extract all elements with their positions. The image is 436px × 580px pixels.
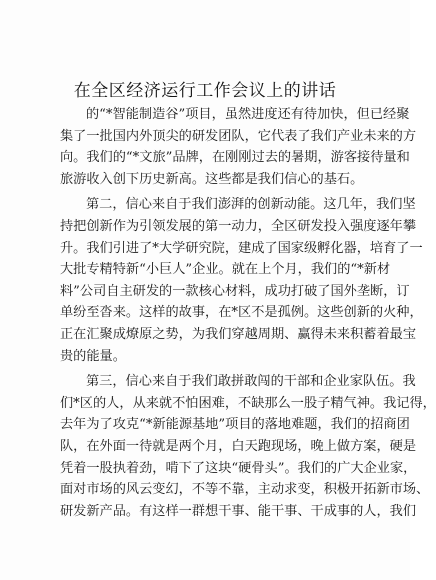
text-line: 大批专精特新“小巨人”企业。就在上个月，我们的“*新材 (60, 262, 391, 278)
text-line: 持把创新作为引领发展的第一动力，全区研发投入强度逐年攀 (60, 218, 417, 234)
text-line: 第二，信心来自于我们澎湃的创新动能。这几年，我们坚 (86, 197, 416, 213)
document-body (60, 104, 436, 522)
text-line: 贵的能量。 (60, 348, 126, 364)
paragraph (60, 371, 436, 522)
text-line: 向。我们的“*文旅”品牌，在刚刚过去的暑期，游客接待量和 (60, 150, 410, 166)
text-line: 去年为了攻克“*新能源基地”项目的落地难题，我们的招商团 (60, 417, 410, 433)
paragraph (60, 194, 423, 367)
text-line: 单纷至沓来。这样的故事，在*区不是孤例。这些创新的火种， (60, 305, 423, 321)
text-line: 料”公司自主研发的一款核心材料，成功打破了国外垄断，订 (60, 283, 410, 299)
text-line: 的“*智能制造谷”项目，虽然进度还有待加快，但已经聚 (86, 107, 410, 122)
text-line: 凭着一股执着劲，啃下了这块“硬骨头”。我们的广大企业家， (60, 460, 417, 476)
text-line: 正在汇聚成燎原之势，为我们穿越周期、赢得未来积蓄着最宝 (60, 326, 417, 342)
text-line: 集了一批国内外顶尖的研发团队，它代表了我们产业未来的方 (60, 128, 417, 144)
text-line: 第三，信心来自于我们敢拼敢闯的干部和企业家队伍。我 (86, 374, 416, 390)
text-line: 旅游收入创下历史新高。这些都是我们信心的基石。 (60, 171, 364, 187)
document-title: 在全区经济运行工作会议上的讲话 (73, 81, 337, 101)
text-line: 研发新产品。有这样一群想干事、能干事、干成事的人，我们 (60, 503, 417, 519)
text-line: 队，在外面一待就是两个月，白天跑现场，晚上做方案，硬是 (60, 438, 417, 454)
text-line: 升。我们引进了*大学研究院，建成了国家级孵化器，培育了一 (60, 240, 423, 256)
text-line: 面对市场的风云变幻，不等不靠，主动求变，积极开拓新市场、 (60, 482, 430, 498)
paragraph (60, 104, 417, 190)
text-line: 们*区的人，从来就不怕困难，不缺那么一股子精气神。我记得， (60, 395, 436, 411)
